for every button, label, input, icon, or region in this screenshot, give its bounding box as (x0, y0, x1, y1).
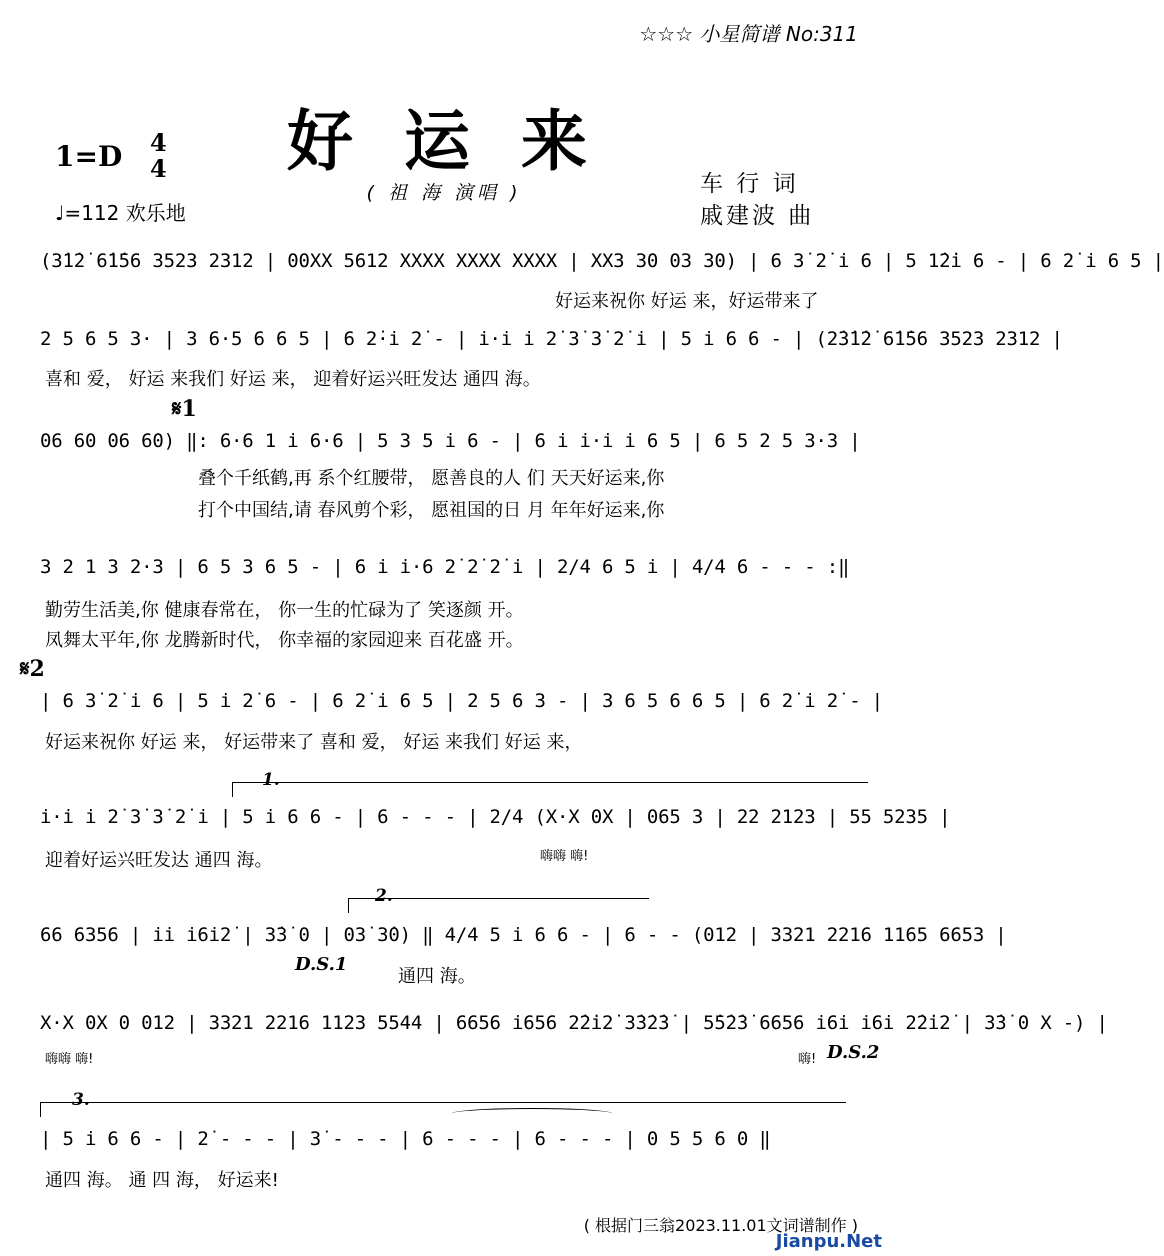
volta-3-label: 3. (72, 1090, 90, 1110)
shout-lyric: 嗨嗨 嗨! (540, 849, 589, 864)
lyric-line: 好运来祝你 好运 来， 好运带来了 喜和 爱， 好运 来我们 好运 来， (45, 732, 583, 753)
ds-1-mark: D.S.1 (295, 954, 348, 975)
notation-line: 3 2 1 3 2·3 | 6 5 3 6 5 - | 6 i i·6 2̇ 2̇ 2̇ i | 2/4 6 5 i | 4/4 6 - - - :‖ (40, 556, 850, 578)
lyric-line: 喜和 爱， 好运 来我们 好运 来， 迎着好运兴旺发达 通四 海。 (45, 369, 541, 390)
notation-line: (3̇1̇2̇ 6̇1̇56 3523 2312 | 00XX 5612 XXXX XXXX XXXX | XX3 30 03 30) | 6 3̇ 2̇ i 6 | 5 1̇2̇i 6 - | 6 2̇ i 6 5 | (40, 250, 1164, 272)
lyric-line-verse-1: 勤劳生活美,你 健康春常在， 你一生的忙碌为了 笑逐颜 开。 (45, 600, 524, 621)
volta-bracket-1 (232, 782, 868, 797)
ds-2-mark: D.S.2 (827, 1042, 880, 1063)
lyric-line-verse-2: 凤舞太平年,你 龙腾新时代， 你幸福的家园迎来 百花盛 开。 (45, 630, 524, 651)
lyric-line: 通四 海。 (398, 966, 476, 987)
segno-2-mark: 𝄋2 (20, 656, 45, 682)
lyric-line-verse-2: 打个中国结,请 春风剪个彩， 愿祖国的日 月 年年好运来,你 (198, 500, 665, 521)
shout-lyric: 嗨嗨 嗨! (45, 1052, 94, 1067)
volta-2-label: 2. (375, 886, 393, 906)
volta-1-label: 1. (262, 770, 280, 790)
lyric-line: 迎着好运兴旺发达 通四 海。 (45, 850, 273, 871)
composer-credit: 戚建波 曲 (700, 203, 815, 229)
notation-line: i·i i 2̇ 3̇ 3̇ 2̇ i | 5 i 6 6 - | 6 - - - | 2/4 (X·X 0X | 065 3 | 22 2123 | 55 5235 | (40, 806, 951, 828)
notation-line: | 5 i 6 6 - | 2̇ - - - | 3̇ - - - | 6 - - - | 6 - - - | 0 5 5 6 0 ‖ (40, 1128, 771, 1150)
notation-line: | 6 3̇ 2̇ i 6 | 5 i 2̇ 6 - | 6 2̇ i 6 5 | 2 5 6 3 - | 3 6 5 6 6 5 | 6 2̇ i 2̇ - | (40, 690, 883, 712)
time-signature (150, 130, 167, 182)
volta-bracket-3 (40, 1102, 846, 1117)
singer-credit: ( 祖 海 演唱 ) (366, 182, 522, 204)
segno-1-mark: 𝄋1 (172, 396, 197, 422)
lyric-line: 通四 海。 通 四 海， 好运来! (45, 1170, 279, 1191)
site-watermark: Jianpu.Net (775, 1231, 882, 1252)
key-signature: 1=D (55, 140, 123, 173)
notation-line: 66 6356 | ii i6i2̇ | 3̇3̇ 0 | 03̇ 3̇0) ‖ 4/4 5 i 6 6 - | 6 - - (012 | 3321 2216 1165 6653 | (40, 924, 1007, 946)
lyricist-credit: 车 行 词 (700, 171, 799, 197)
source-note: ( 根据门三翁2023.11.01文词谱制作 ) (583, 1216, 858, 1235)
notation-line: 06 60 06 60) ‖: 6·6 1 i 6·6 | 5 3 5 i 6 - | 6 i i·i i 6 5 | 6 5 2 5 3·3 | (40, 430, 861, 452)
header-caption: ☆☆☆ 小星简谱 No:311 (639, 22, 858, 46)
lyric-line: 好运来祝你 好运 来，好运带来了 (555, 291, 819, 312)
song-title: 好 运 来 (287, 102, 601, 180)
time-signature-bottom: 4 (150, 154, 167, 183)
notation-line: X·X 0X 0 012 | 3321 2216 1123 5544 | 6656 i656 2̇2̇i2̇ 3̇3̇2̇3̇ | 5̇5̇2̇3̇ 6656 i6i i6i 2̇2̇i2̇ | 3̇3̇ 0 X -) | (40, 1012, 1108, 1034)
shout-lyric-end: 嗨! (798, 1052, 817, 1067)
volta-bracket-2 (348, 898, 649, 913)
tempo-marking: ♩=112 欢乐地 (55, 201, 186, 225)
notation-line: 2 5 6 5 3· | 3 6·5 6 6 5 | 6 2̇·i 2̇ - | i·i i 2̇ 3̇ 3̇ 2̇ i | 5 i 6 6 - | (2̇3̇1̇2̇ 6̇1̇56 3523 2312 | (40, 328, 1063, 350)
time-signature-top: 4 (150, 128, 167, 157)
lyric-line-verse-1: 叠个千纸鹤,再 系个红腰带， 愿善良的人 们 天天好运来,你 (198, 468, 665, 489)
tie-slur (452, 1108, 612, 1119)
